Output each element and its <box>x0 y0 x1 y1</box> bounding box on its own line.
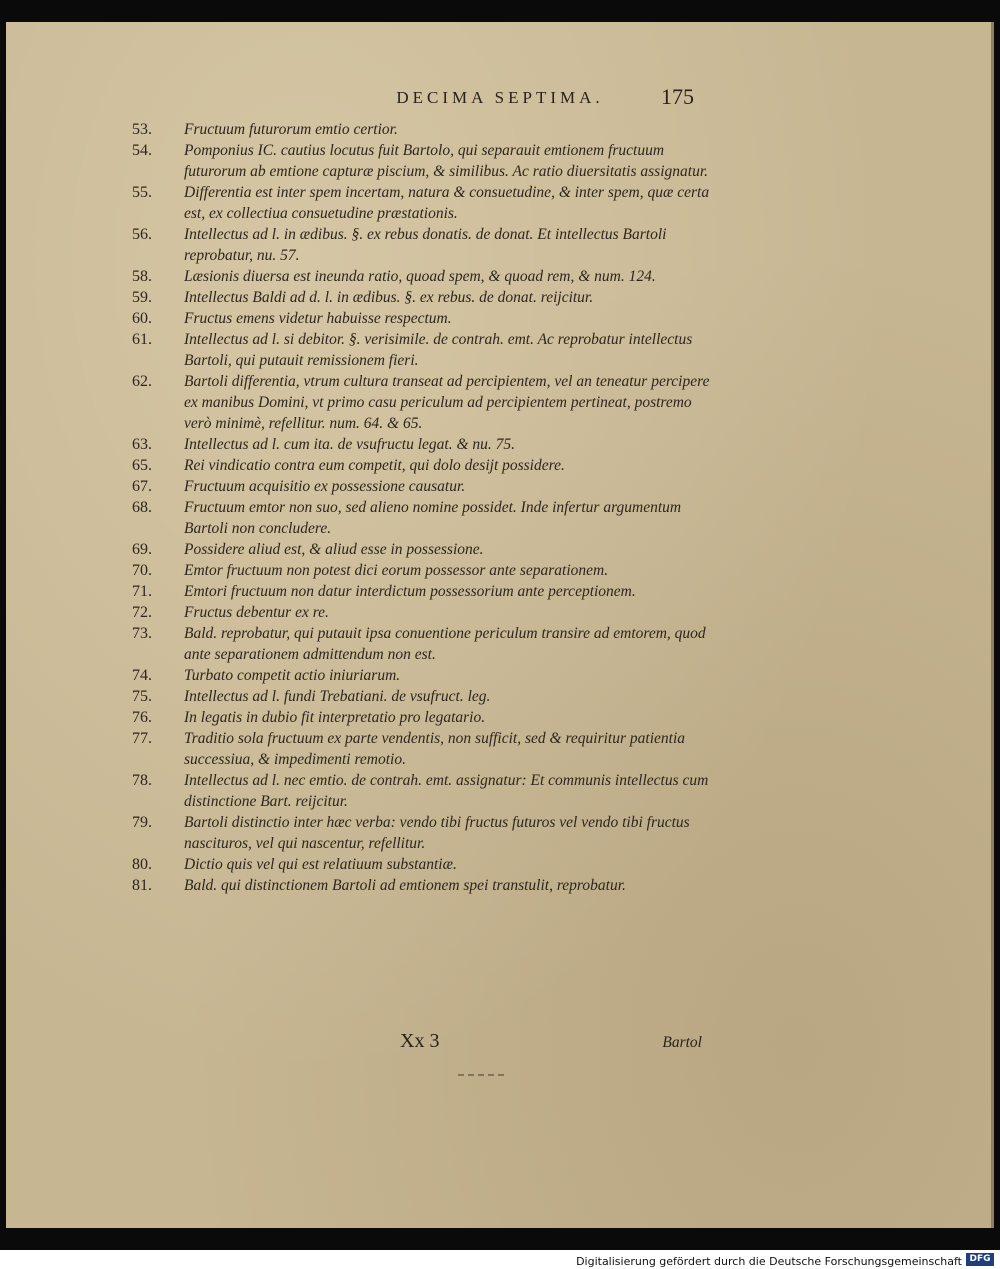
entry-number: 68. <box>132 499 152 516</box>
index-entry <box>132 665 712 686</box>
footer-bar <box>0 1250 1000 1269</box>
index-entry <box>132 686 712 707</box>
index-entry <box>132 728 712 770</box>
index-list <box>132 119 712 896</box>
entry-text: Intellectus ad l. cum ita. de vsufructu legat. & nu. 75. <box>184 436 516 453</box>
entry-number: 63. <box>132 436 152 453</box>
entry-number: 58. <box>132 268 152 285</box>
entry-number: 53. <box>132 121 152 138</box>
entry-text: Emtori fructuum non datur interdictum possessorium ante perceptionem. <box>184 583 636 600</box>
entry-number: 76. <box>132 709 152 726</box>
index-entry <box>132 476 712 497</box>
index-entry <box>132 707 712 728</box>
index-entry <box>132 497 712 539</box>
running-title: DECIMA SEPTIMA. <box>396 88 604 107</box>
entry-text: Turbato competit actio iniuriarum. <box>184 667 401 684</box>
index-entry <box>132 455 712 476</box>
entry-number: 67. <box>132 478 152 495</box>
entry-text: Pomponius IC. cautius locutus fuit Bartolo, qui separauit emtionem fructuum futurorum ab emtione capturæ piscium, & similibus. Ac ratio diuersitatis assignatur. <box>184 142 709 180</box>
dfg-logo: DFG <box>966 1253 994 1266</box>
entry-text: Bald. reprobatur, qui putauit ipsa conuentione periculum transire ad emtorem, quod ante separationem admittendum non est. <box>184 625 706 663</box>
page-number: 175 <box>661 84 694 109</box>
index-entry <box>132 812 712 854</box>
index-entry <box>132 182 712 224</box>
index-entry <box>132 434 712 455</box>
index-entry <box>132 224 712 266</box>
entry-text: Fructus emens videtur habuisse respectum. <box>184 310 452 327</box>
entry-text: Fructuum acquisitio ex possessione causatur. <box>184 478 466 495</box>
entry-number: 61. <box>132 331 152 348</box>
entry-number: 71. <box>132 583 152 600</box>
signature-mark: Xx 3 <box>400 1030 440 1052</box>
entry-number: 65. <box>132 457 152 474</box>
entry-number: 80. <box>132 856 152 873</box>
entry-text: Traditio sola fructuum ex parte vendentis, non sufficit, sed & requiritur patientia successiua, & impedimenti remotio. <box>184 730 685 768</box>
entry-number: 72. <box>132 604 152 621</box>
index-entry <box>132 539 712 560</box>
entry-number: 73. <box>132 625 152 642</box>
index-entry <box>132 140 712 182</box>
entry-text: Emtor fructuum non potest dici eorum possessor ante separationem. <box>184 562 609 579</box>
index-entry <box>132 581 712 602</box>
index-entry <box>132 119 712 140</box>
entry-number: 74. <box>132 667 152 684</box>
entry-number: 70. <box>132 562 152 579</box>
page-header <box>6 84 994 114</box>
index-entry <box>132 623 712 665</box>
index-entry <box>132 308 712 329</box>
index-entry <box>132 287 712 308</box>
entry-text: Possidere aliud est, & aliud esse in possessione. <box>184 541 484 558</box>
book-page <box>6 22 994 1228</box>
index-entry <box>132 329 712 371</box>
entry-text: Intellectus ad l. nec emtio. de contrah. emt. assignatur: Et communis intellectus cum distinctione Bart. reijcitur. <box>184 772 709 810</box>
entry-text: Fructuum emtor non suo, sed alieno nomine possidet. Inde infertur argumentum Bartoli non concludere. <box>184 499 682 537</box>
entry-number: 62. <box>132 373 152 390</box>
entry-text: Bartoli distinctio inter hæc verba: vendo tibi fructus futuros vel vendo tibi fructus nascituros, vel qui nascentur, refellitur. <box>184 814 690 852</box>
entry-number: 56. <box>132 226 152 243</box>
ornament <box>458 1074 508 1076</box>
entry-number: 69. <box>132 541 152 558</box>
entry-text: Intellectus Baldi ad d. l. in ædibus. §. ex rebus. de donat. reijcitur. <box>184 289 594 306</box>
entry-number: 75. <box>132 688 152 705</box>
entry-text: Intellectus ad l. fundi Trebatiani. de vsufruct. leg. <box>184 688 491 705</box>
entry-number: 79. <box>132 814 152 831</box>
entry-number: 81. <box>132 877 152 894</box>
index-entry <box>132 560 712 581</box>
entry-number: 54. <box>132 142 152 159</box>
entry-number: 60. <box>132 310 152 327</box>
index-entry <box>132 371 712 434</box>
entry-text: Bartoli differentia, vtrum cultura transeat ad percipientem, vel an teneatur percipere ex manibus Domini, vt primo casu periculum ad percipientem pertineat, postremo verò minimè, refellitur. num. 64. & 65. <box>184 373 710 432</box>
entry-text: Intellectus ad l. si debitor. §. verisimile. de contrah. emt. Ac reprobatur intellectus Bartoli, qui putauit remissionem fieri. <box>184 331 693 369</box>
index-entry <box>132 875 712 896</box>
entry-number: 55. <box>132 184 152 201</box>
entry-text: Bald. qui distinctionem Bartoli ad emtionem spei transtulit, reprobatur. <box>184 877 626 894</box>
entry-text: Læsionis diuersa est ineunda ratio, quoad spem, & quoad rem, & num. 124. <box>184 268 656 285</box>
entry-number: 77. <box>132 730 152 747</box>
page-edge <box>991 22 994 1228</box>
index-entry <box>132 770 712 812</box>
entry-text: In legatis in dubio fit interpretatio pro legatario. <box>184 709 486 726</box>
entry-text: Intellectus ad l. in ædibus. §. ex rebus donatis. de donat. Et intellectus Bartoli reprobatur, nu. 57. <box>184 226 667 264</box>
index-entry <box>132 854 712 875</box>
entry-number: 78. <box>132 772 152 789</box>
index-entry <box>132 266 712 287</box>
footer-credit: Digitalisierung gefördert durch die Deutsche Forschungsgemeinschaft <box>576 1255 962 1268</box>
entry-text: Rei vindicatio contra eum competit, qui dolo desijt possidere. <box>184 457 565 474</box>
entry-text: Differentia est inter spem incertam, natura & consuetudine, & inter spem, quæ certa est, ex collectiua consuetudine præstationis. <box>184 184 710 222</box>
entry-text: Dictio quis vel qui est relatiuum substantiæ. <box>184 856 457 873</box>
entry-text: Fructus debentur ex re. <box>184 604 329 621</box>
catchword: Bartol <box>662 1034 702 1051</box>
index-entry <box>132 602 712 623</box>
entry-number: 59. <box>132 289 152 306</box>
entry-text: Fructuum futurorum emtio certior. <box>184 121 398 138</box>
